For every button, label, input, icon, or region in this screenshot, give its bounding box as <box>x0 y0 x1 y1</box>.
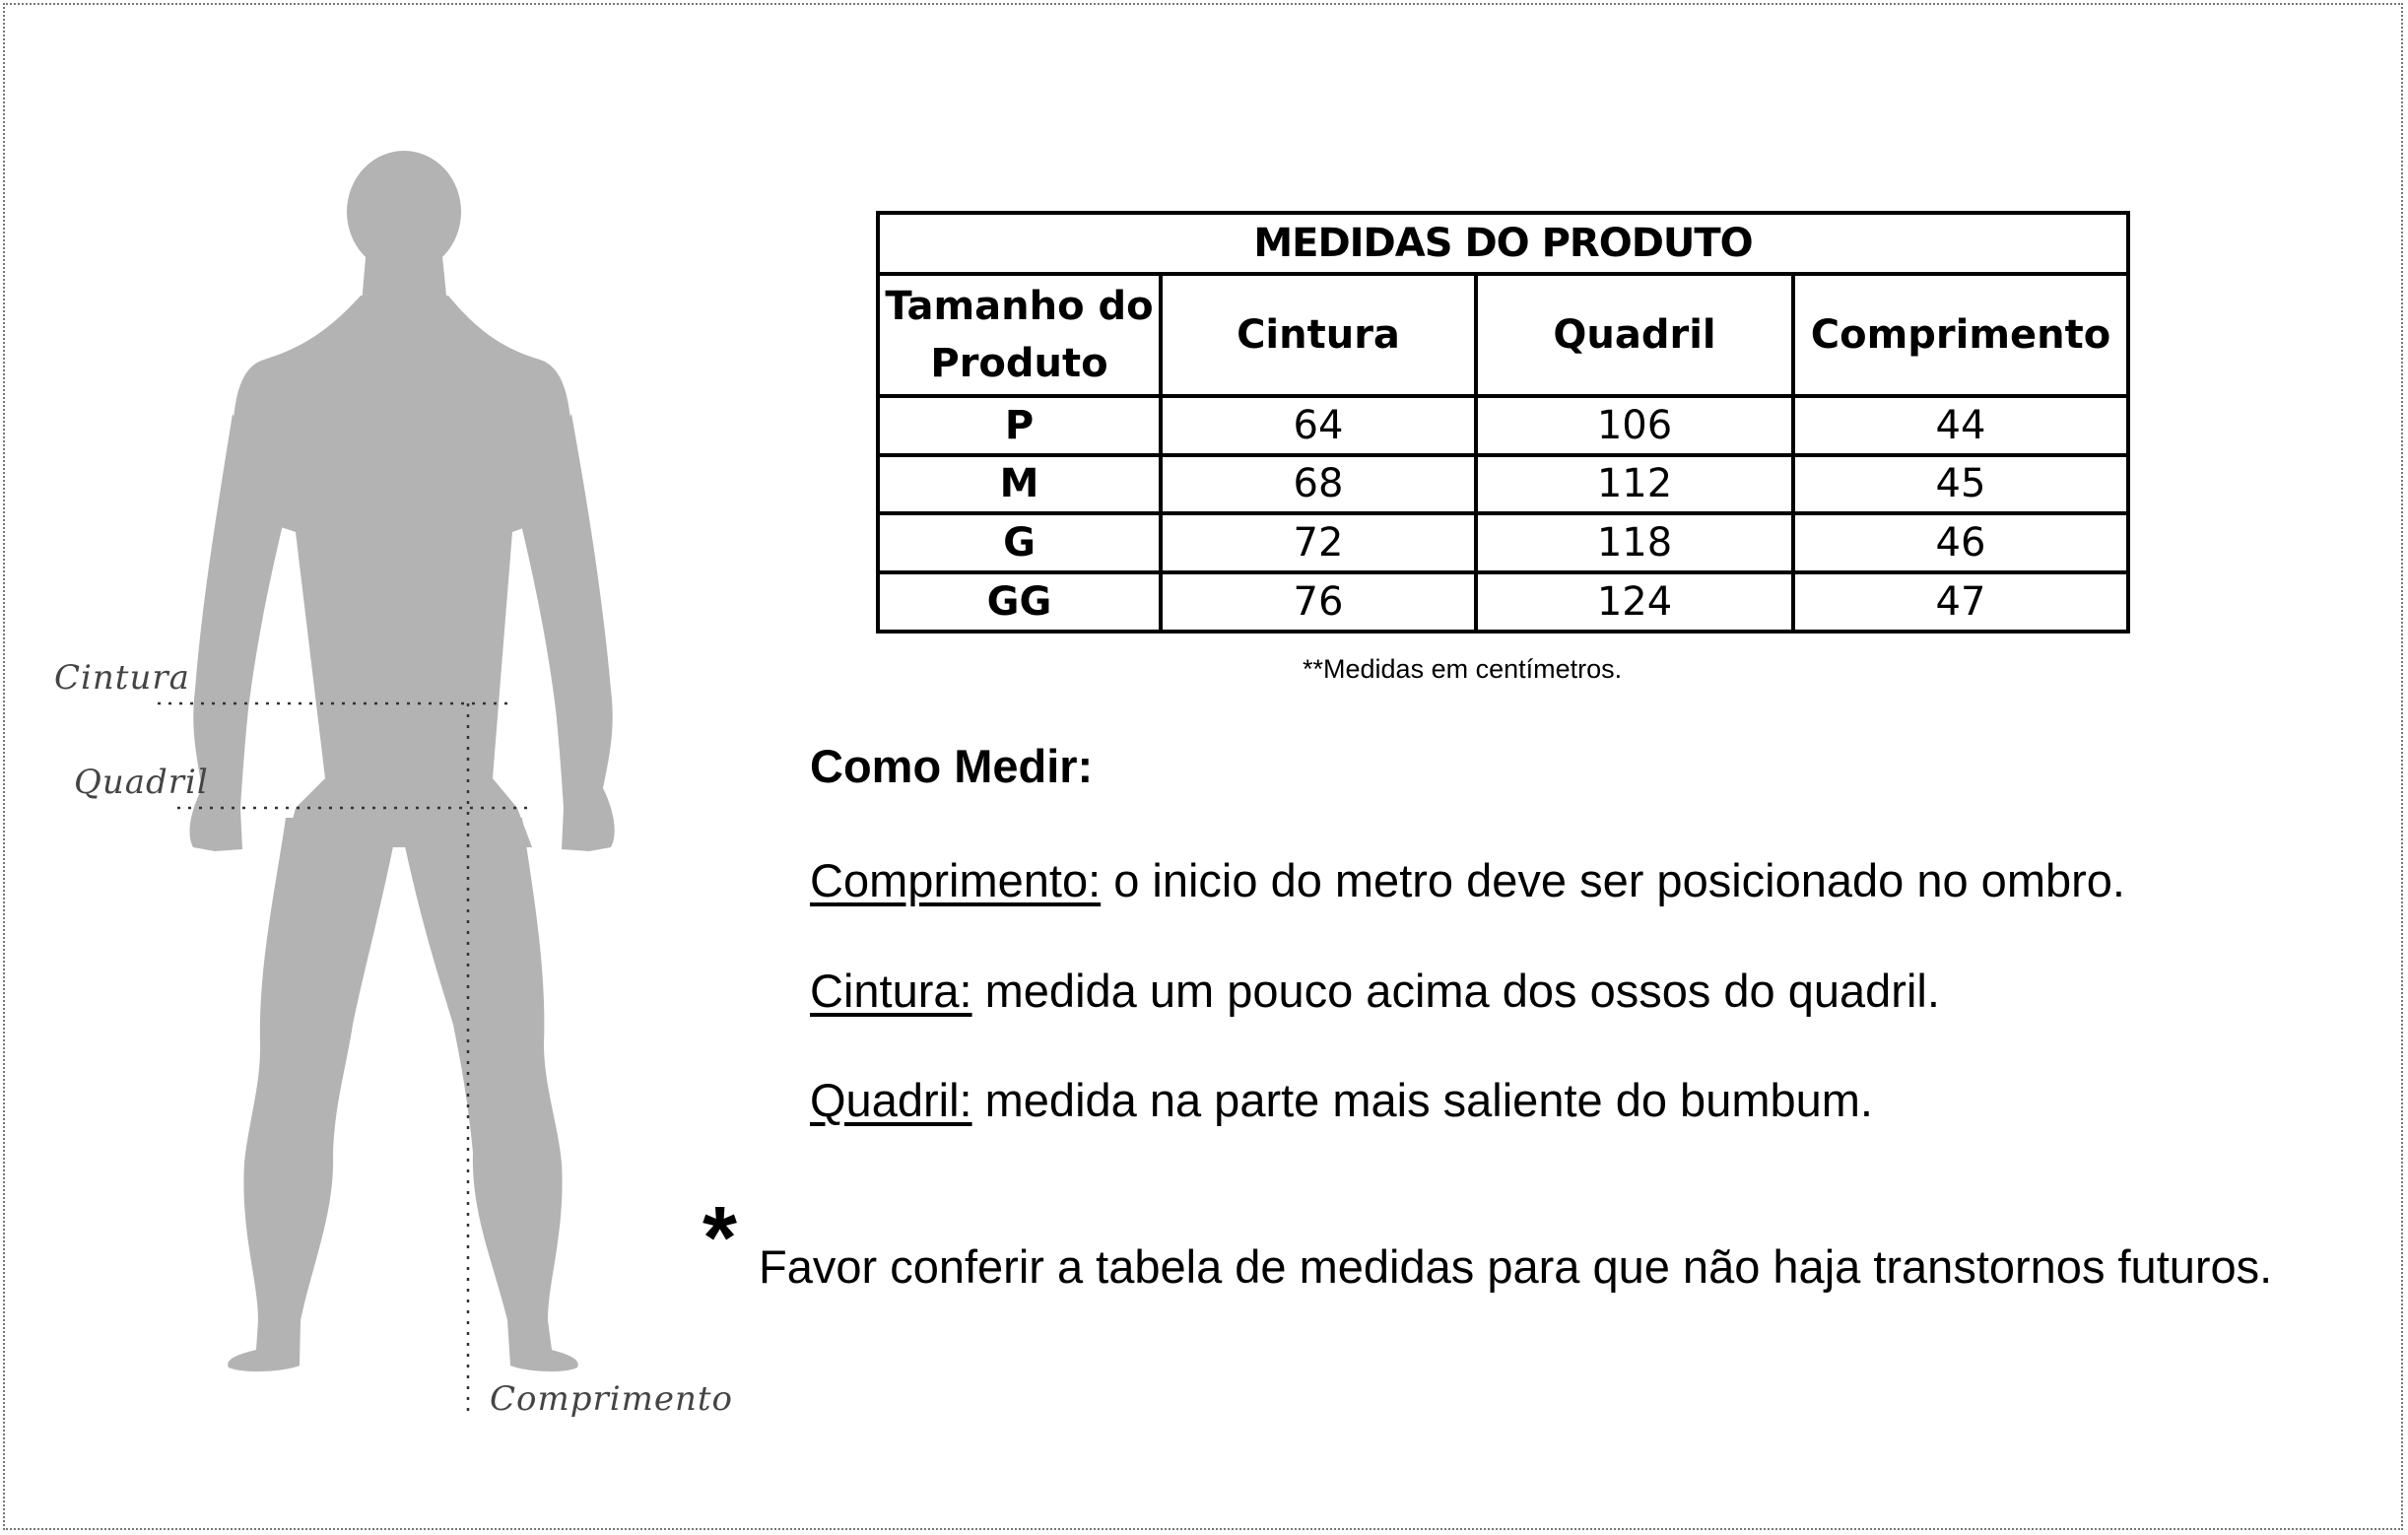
quadril-cell: 106 <box>1476 396 1793 455</box>
size-cell: G <box>878 513 1161 572</box>
cintura-cell: 68 <box>1161 455 1476 514</box>
header-comprimento: Comprimento <box>1793 274 2128 396</box>
howto-term: Cintura: <box>810 965 972 1017</box>
howto-item-quadril <box>810 1073 1873 1127</box>
cintura-cell: 76 <box>1161 572 1476 632</box>
comprimento-cell: 45 <box>1793 455 2128 514</box>
size-cell: M <box>878 455 1161 514</box>
howto-text: o inicio do metro deve ser posicionado no ombro. <box>1101 854 2125 906</box>
cintura-cell: 72 <box>1161 513 1476 572</box>
header-quadril: Quadril <box>1476 274 1793 396</box>
table-header-row <box>878 274 2128 396</box>
size-cell: P <box>878 396 1161 455</box>
table-row <box>878 513 2128 572</box>
table-title: MEDIDAS DO PRODUTO <box>878 213 2128 274</box>
howto-item-cintura <box>810 964 1940 1018</box>
header-size <box>878 274 1161 396</box>
howto-title: Como Medir: <box>810 740 1094 792</box>
table-title-row <box>878 213 2128 274</box>
table-row <box>878 572 2128 632</box>
size-table <box>876 211 2130 634</box>
table-unit-note: **Medidas em centímetros. <box>1303 654 1623 684</box>
table-row <box>878 396 2128 455</box>
quadril-figure-label: Quadril <box>74 763 209 802</box>
table-row <box>878 455 2128 514</box>
quadril-cell: 118 <box>1476 513 1793 572</box>
howto-text: medida um pouco acima dos ossos do quadril. <box>971 965 1940 1017</box>
quadril-cell: 124 <box>1476 572 1793 632</box>
howto-item-comprimento <box>810 853 2125 907</box>
comprimento-cell: 46 <box>1793 513 2128 572</box>
body-silhouette <box>190 151 615 1371</box>
cintura-cell: 64 <box>1161 396 1476 455</box>
comprimento-cell: 44 <box>1793 396 2128 455</box>
howto-text: medida na parte mais saliente do bumbum. <box>971 1074 1873 1126</box>
howto-term: Quadril: <box>810 1074 972 1126</box>
cintura-figure-label: Cintura <box>54 658 190 698</box>
header-size-line1: Tamanho do <box>885 283 1154 329</box>
quadril-cell: 112 <box>1476 455 1793 514</box>
warning-text: Favor conferir a tabela de medidas para que não haja transtornos futuros. <box>759 1240 2273 1293</box>
comprimento-cell: 47 <box>1793 572 2128 632</box>
size-cell: GG <box>878 572 1161 632</box>
howto-term: Comprimento: <box>810 854 1102 906</box>
header-cintura: Cintura <box>1161 274 1476 396</box>
header-size-line2: Produto <box>930 340 1108 386</box>
asterisk-icon: * <box>702 1189 738 1288</box>
comprimento-figure-label: Comprimento <box>490 1379 734 1419</box>
